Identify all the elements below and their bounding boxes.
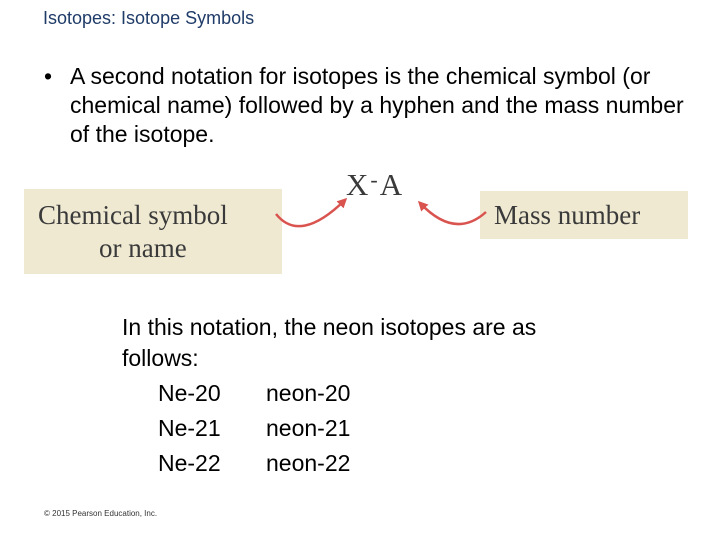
isotope-name: neon-22 xyxy=(266,450,351,476)
intro-line2: follows: xyxy=(122,345,199,371)
chemical-symbol-label-line2: or name xyxy=(99,233,187,263)
isotope-list xyxy=(158,376,398,481)
intro-line1: In this notation, the neon isotopes are as xyxy=(122,314,537,340)
isotope-symbol: Ne-22 xyxy=(158,450,221,476)
isotope-name: neon-21 xyxy=(266,415,351,441)
isotope-name: neon-20 xyxy=(266,380,351,406)
formula-hyphen: - xyxy=(370,167,378,192)
copyright-notice: © 2015 Pearson Education, Inc. xyxy=(44,509,158,518)
intro-text xyxy=(122,312,662,374)
isotope-symbol: Ne-21 xyxy=(158,415,221,441)
slide-title: Isotopes: Isotope Symbols xyxy=(43,8,255,28)
isotope-row xyxy=(158,411,398,446)
formula-mass-a: A xyxy=(379,167,403,202)
bullet-marker: • xyxy=(44,63,53,89)
isotope-row xyxy=(158,446,398,481)
right-arrow xyxy=(420,203,486,224)
left-arrow xyxy=(276,200,345,226)
chemical-symbol-label-line1: Chemical symbol xyxy=(38,200,228,230)
isotope-row xyxy=(158,376,398,411)
mass-number-label: Mass number xyxy=(494,200,641,230)
isotope-symbol: Ne-20 xyxy=(158,380,221,406)
formula-symbol-x: X xyxy=(346,167,369,202)
bullet-text: A second notation for isotopes is the chemical symbol (or chemical name) followed by a hyphen and the mass number of the isotope. xyxy=(70,63,684,147)
